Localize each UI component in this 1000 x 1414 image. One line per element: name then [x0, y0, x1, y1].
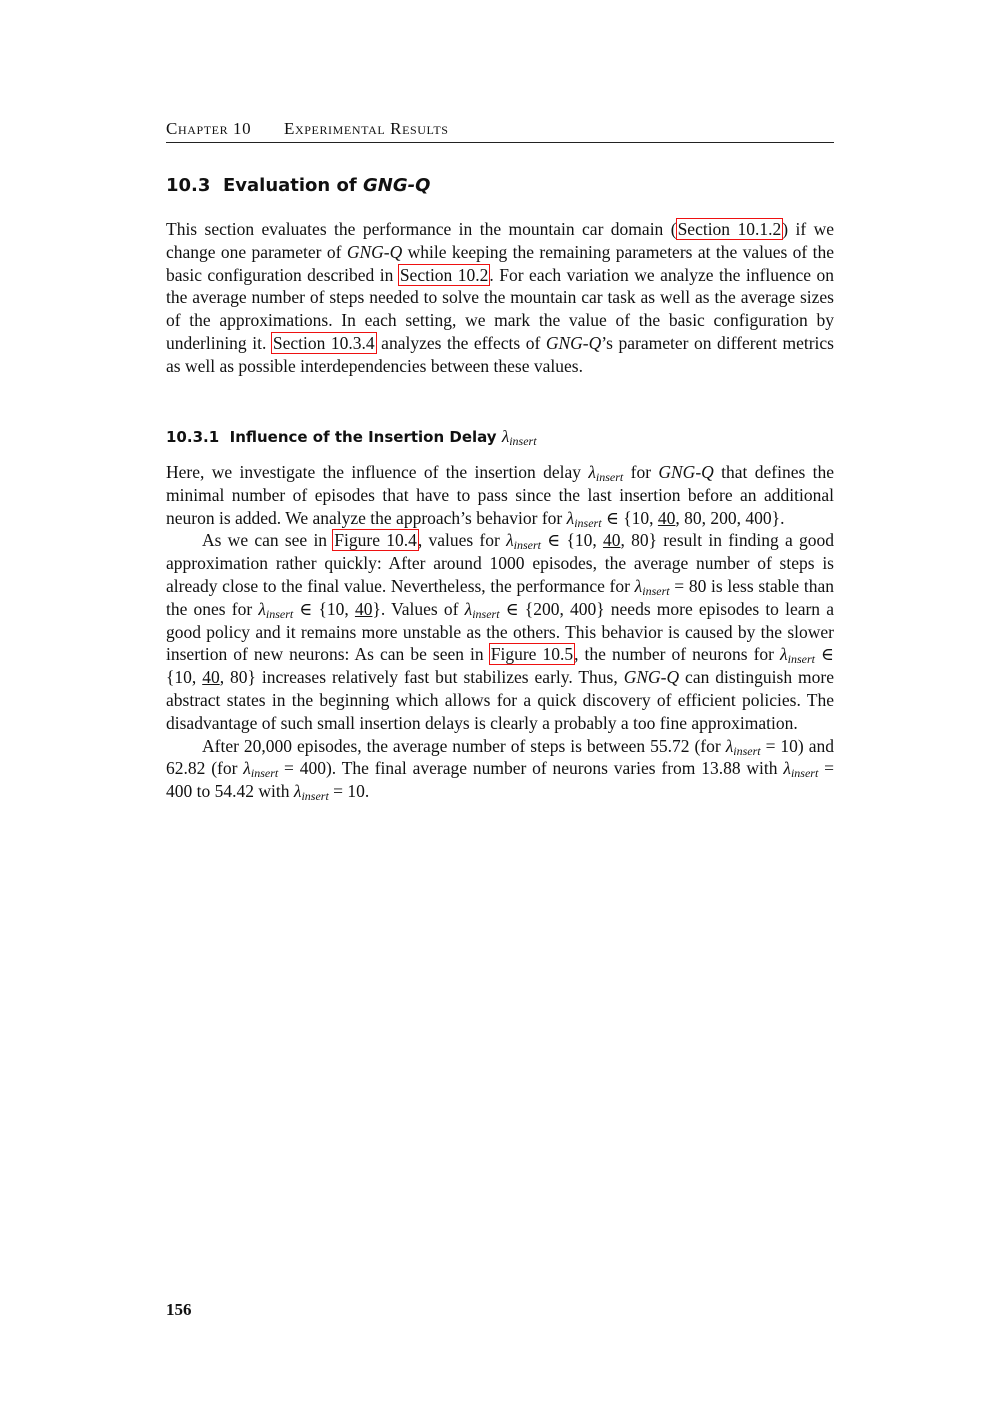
body-paragraph-2: As we can see in Figure 10.4, values for $\lambda_{insert}$ ∈ {10, 40, 80} result in finding a good approximation rather quickly: After around 1000 episodes, the average number of steps is already close to the final value. Nevertheless, the performance for $\lambda_{insert} = 80$ is less stable than the ones for $\lambda_{insert}$ ∈ {10, 40}. Values of $\lambda_{insert}$ ∈ {200, 400} needs more episodes to learn a good policy and it remains more unstable as the others. This behavior is caused by the slower insertion of new neurons: As can be seen in Figure 10.5, the number of neurons for $\lambda_{insert}$ ∈ {10, 40, 80} increases relatively fast but stabilizes early. Thus, GNG-Q can distinguish more abstract states in the beginning which allows for a quick discovery of efficient policies. The disadvantage of such small insertion delays is clearly a probably a too fine approximation. — [166, 530, 834, 733]
chapter-label: Chapter 10 — [166, 119, 252, 138]
insertion-delay-text — [166, 461, 834, 803]
section-link-10-3-4[interactable]: Section 10.3.4 — [272, 332, 375, 353]
intro-paragraph: This section evaluates the performance in the mountain car domain (Section 10.1.2) if we change one parameter of GNG-Q while keeping the remaining parameters at the values of the basic configuration described in Section 10.2. For each variation we analyze the influence on the average number of steps needed to solve the mountain car task as well as the average sizes of the approximations. In each setting, we mark the value of the basic configuration by underlining it. Section 10.3.4 analyzes the effects of GNG-Q’s parameter on different metrics as well as possible interdependencies between these values. — [166, 219, 834, 376]
subsection-number: 10.3.1 — [166, 428, 220, 446]
section-link-10-2[interactable]: Section 10.2 — [399, 264, 489, 285]
body-paragraph-1: Here, we investigate the influence of the insertion delay $\lambda_{insert}$ for GNG-Q that defines the minimal number of episodes that have to pass since the last insertion before an additional neuron is added. We analyze the approach’s behavior for $\lambda_{insert}$ ∈ {10, 40, 80, 200, 400}. — [166, 462, 835, 530]
body-paragraph-3: After 20,000 episodes, the average number of steps is between 55.72 (for $\lambda_{insert} = 10$) and 62.82 (for $\lambda_{insert} = 400$). The final average number of neurons varies from 13.88 with $\lambda_{insert} = 400$ to 54.42 with $\lambda_{insert} = 10$. — [166, 735, 834, 804]
subsection-title: Influence of the Insertion Delay — [229, 428, 497, 446]
subsection-heading — [166, 427, 537, 447]
section-title-method: GNG-Q — [362, 175, 431, 196]
running-head — [166, 118, 834, 143]
section-link-10-1-2[interactable]: Section 10.1.2 — [677, 219, 782, 239]
section-heading — [166, 175, 430, 196]
lambda-symbol: $\lambda_{insert}$ — [501, 427, 537, 448]
figure-link-10-4[interactable]: Figure 10.4 — [334, 530, 417, 551]
chapter-title: Experimental Results — [284, 119, 449, 138]
figure-link-10-5[interactable]: Figure 10.5 — [490, 644, 574, 665]
section-number: 10.3 — [166, 175, 211, 196]
page-number: 156 — [166, 1300, 192, 1319]
section-title-prefix: Evaluation of — [222, 175, 357, 196]
